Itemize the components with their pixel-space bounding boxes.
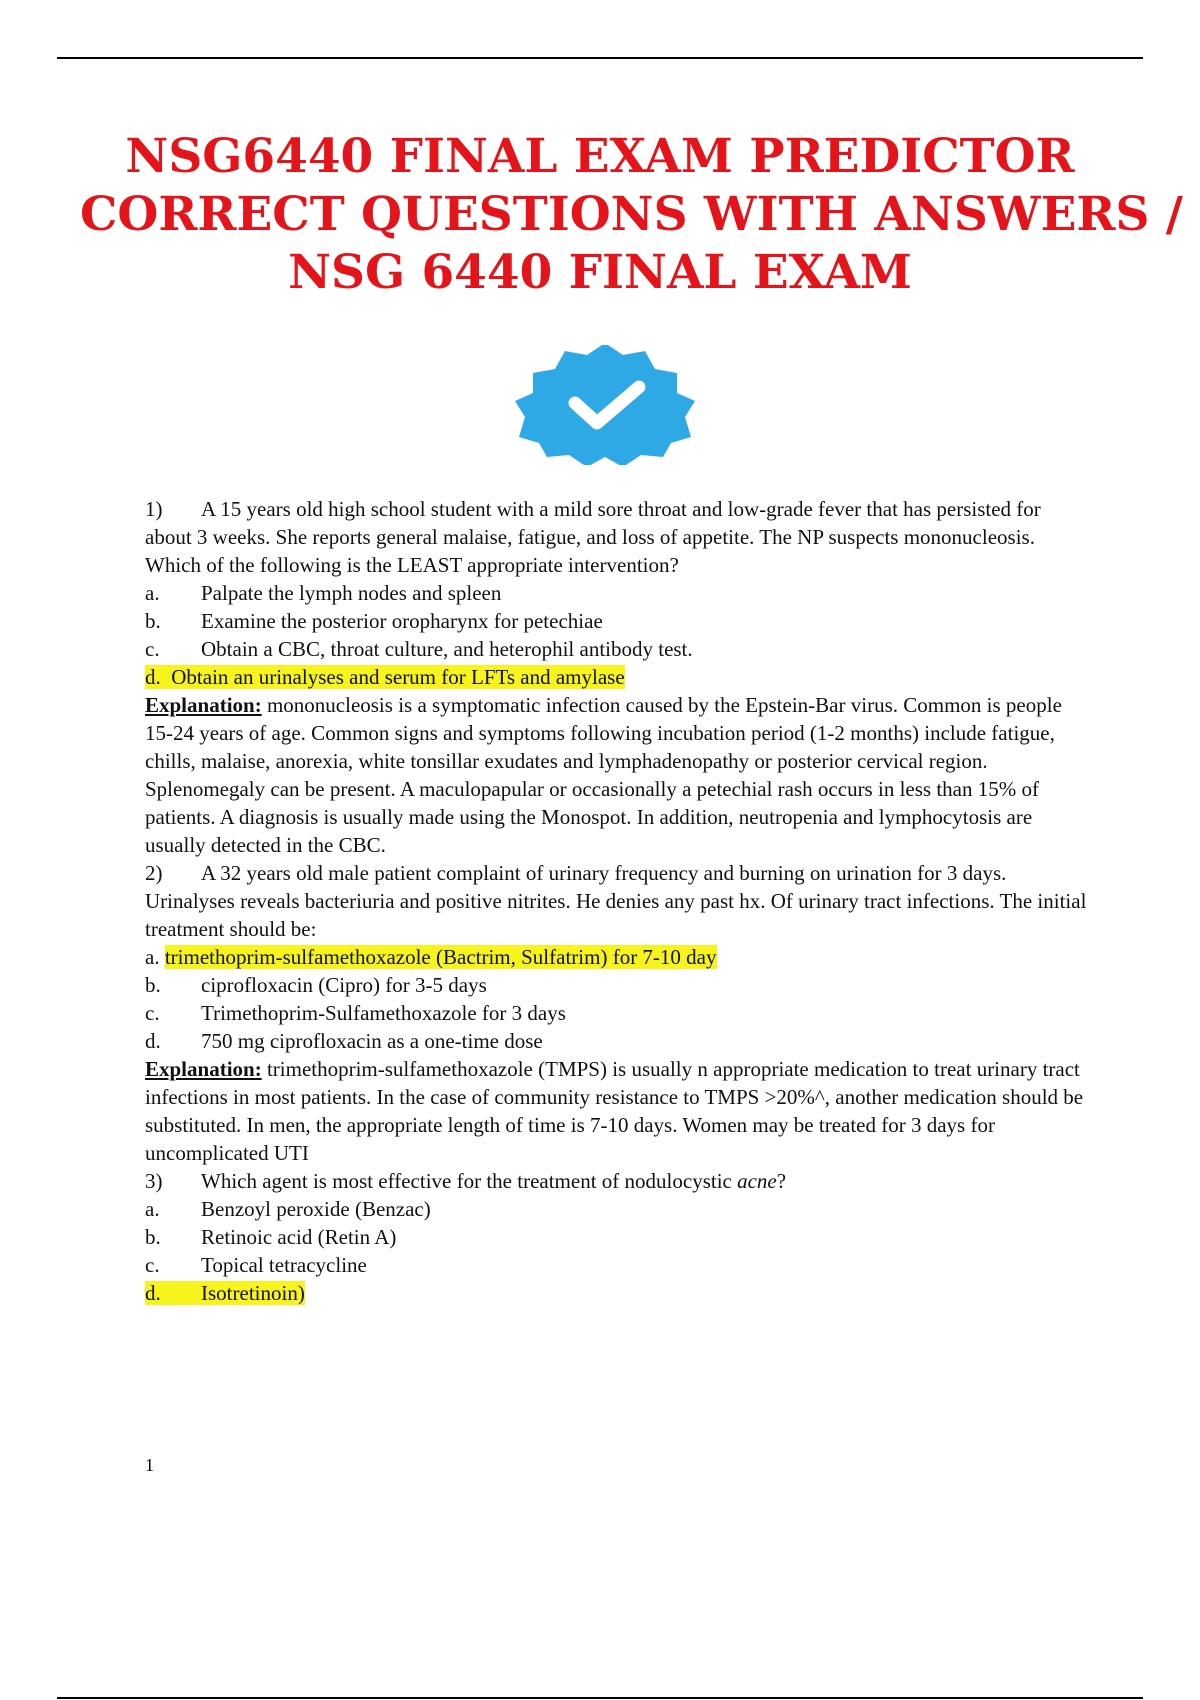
option-b: b. ciprofloxacin (Cipro) for 3-5 days <box>145 973 487 997</box>
option-a: a. Benzoyl peroxide (Benzac) <box>145 1197 431 1221</box>
title-line-1: NSG6440 FINAL EXAM PREDICTOR <box>125 129 1075 184</box>
top-rule <box>57 57 1143 59</box>
option-b: b. Retinoic acid (Retin A) <box>145 1225 397 1249</box>
question-stem: 1) A 15 years old high school student with a mild sore throat and low-grade fever that has persisted for about 3 weeks. She reports general malaise, fatigue, and loss of appetite. The NP suspects mononucleosis. Which of the following is the LEAST appropriate intervention? <box>145 497 1041 577</box>
question-number: 1) <box>145 497 163 521</box>
option-a-correct: a. trimethoprim-sulfamethoxazole (Bactrim, Sulfatrim) for 7-10 day <box>145 945 717 969</box>
explanation: Explanation: mononucleosis is a symptomatic infection caused by the Epstein-Bar virus. Common is people 15-24 years of age. Common signs and symptoms following incubation period (1-2 months) include fatigue, chills, malaise, anorexia, white tonsillar exudates and lymphadenopathy or posterior cervical region. Splenomegaly can be present. A maculopapular or occasionally a petechial rash occurs in less than 15% of patients. A diagnosis is usually made using the Monospot. In addition, neutropenia and lymphocytosis are usually detected in the CBC. <box>145 693 1062 857</box>
exam-content <box>145 495 1090 1307</box>
option-d-correct: d. Isotretinoin) <box>145 1281 305 1305</box>
bottom-rule <box>57 1697 1143 1699</box>
page-number: 1 <box>145 1455 154 1475</box>
question-stem: 2) A 32 years old male patient complaint of urinary frequency and burning on urination for 3 days. Urinalyses reveals bacteriuria and positive nitrites. He denies any past hx. Of urinary tract infections. The initial treatment should be: <box>145 861 1087 941</box>
question-2 <box>145 859 1090 1167</box>
title-line-3: NSG 6440 FINAL EXAM <box>288 245 912 300</box>
verified-check-badge-icon <box>505 345 705 465</box>
explanation: Explanation: trimethoprim-sulfamethoxazole (TMPS) is usually n appropriate medication to treat urinary tract infections in most patients. In the case of community resistance to TMPS >20%^, another medication should be substituted. In men, the appropriate length of time is 7-10 days. Women may be treated for 3 days for uncomplicated UTI <box>145 1057 1084 1165</box>
question-number: 2) <box>145 861 163 885</box>
option-d-correct: d. Obtain an urinalyses and serum for LFTs and amylase <box>145 665 625 689</box>
option-a: a. Palpate the lymph nodes and spleen <box>145 581 502 605</box>
option-c: c. Obtain a CBC, throat culture, and heterophil antibody test. <box>145 637 693 661</box>
option-c: c. Topical tetracycline <box>145 1253 367 1277</box>
question-1 <box>145 495 1090 859</box>
title-line-2: CORRECT QUESTIONS WITH ANSWERS / <box>80 187 1183 242</box>
option-b: b. Examine the posterior oropharynx for petechiae <box>145 609 603 633</box>
document-title <box>80 128 1183 302</box>
question-stem: 3) Which agent is most effective for the treatment of nodulocystic acne? <box>145 1169 787 1193</box>
question-3 <box>145 1167 1090 1307</box>
question-number: 3) <box>145 1169 163 1193</box>
option-c: c. Trimethoprim-Sulfamethoxazole for 3 days <box>145 1001 566 1025</box>
option-d: d. 750 mg ciprofloxacin as a one-time dose <box>145 1029 543 1053</box>
